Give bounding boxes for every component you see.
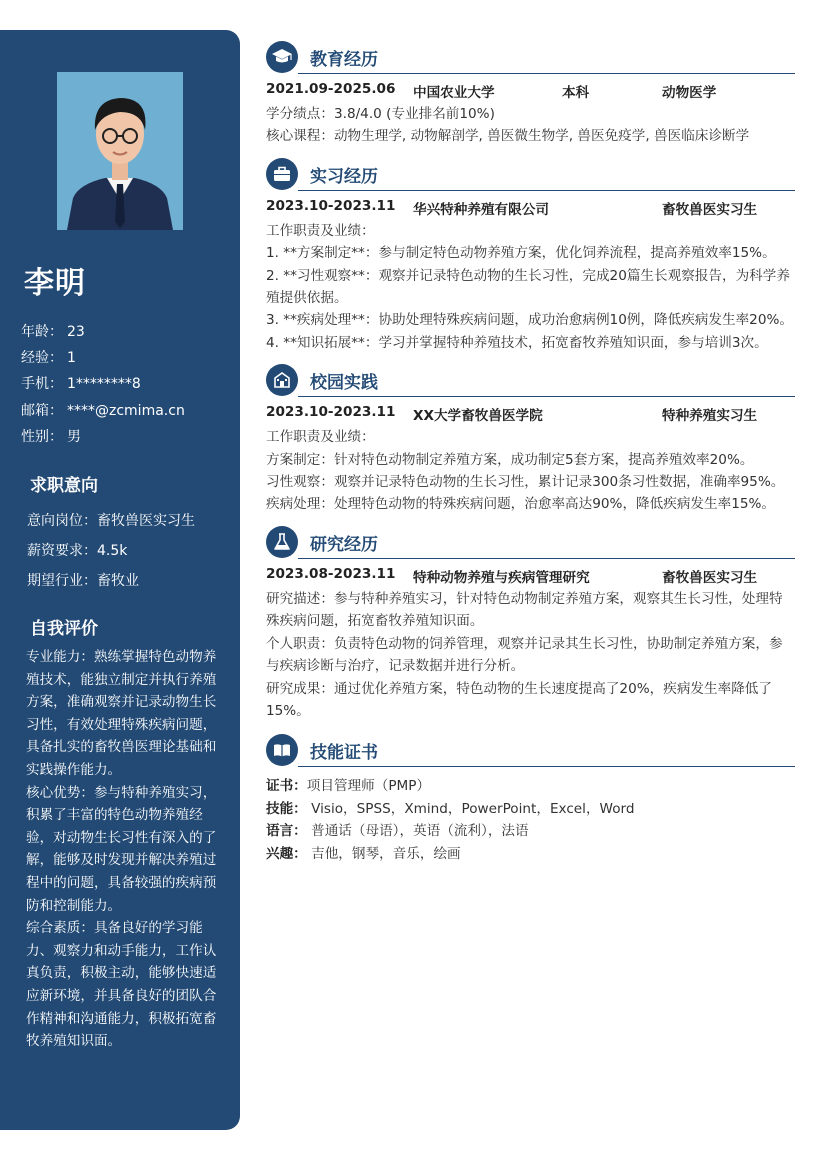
- section-title: 技能证书: [310, 743, 378, 764]
- flask-icon: [266, 526, 298, 558]
- graduation-cap-icon: [266, 41, 298, 73]
- intent-salary: 薪资要求：4.5k: [27, 543, 128, 559]
- section-divider: [298, 190, 795, 191]
- job-intent-heading: 求职意向: [30, 476, 98, 496]
- sidebar: [0, 30, 240, 1130]
- campus-header-row: 2023.10-2023.11 XX大学畜牧兽医学院 特种养殖实习生: [266, 404, 758, 425]
- section-divider: [298, 766, 795, 767]
- self-eval-paragraph: 专业能力：熟练掌握特色动物养殖技术，能独立制定并执行养殖方案，准确观察并记录动物生长习性，有效处理特殊疾病问题，具备扎实的畜牧兽医理论基础和实践操作能力。: [26, 649, 217, 778]
- section-divider: [298, 396, 795, 397]
- certificate-row: 证书：项目管理师（PMP）: [266, 778, 431, 795]
- campus-details: 工作职责及业绩： 方案制定：针对特色动物制定养殖方案，成功制定5套方案，提高养殖效率20%。 习性观察：观察并记录特色动物的生长习性，累计记录300条习性数据，准确率95%。 疾病处理：处理特色动物的特殊疾病问题，治愈率高达90%，降低疾病发生率15%。: [266, 429, 785, 513]
- section-divider: [298, 73, 795, 74]
- section-header: [266, 525, 795, 559]
- section-header: [266, 363, 795, 397]
- education-section: [266, 40, 795, 148]
- research-header-row: 2023.08-2023.11 特种动物养殖与疾病管理研究 畜牧兽医实习生: [266, 565, 758, 586]
- education-details: 学分绩点：3.8/4.0 (专业排名前10%) 核心课程：动物生理学, 动物解剖学, 兽医微生物学, 兽医免疫学, 兽医临床诊断学: [266, 106, 750, 145]
- candidate-name: 李明: [24, 266, 86, 301]
- basic-info: [21, 319, 185, 450]
- briefcase-icon: [266, 158, 298, 190]
- section-header: [266, 157, 795, 191]
- section-header: [266, 40, 795, 74]
- main-content: [266, 40, 795, 865]
- intent-industry: 期望行业：畜牧业: [27, 573, 139, 589]
- info-phone: 手机： 1********8: [21, 376, 141, 393]
- section-divider: [298, 558, 795, 559]
- research-details: 研究描述：参与特种养殖实习，针对特色动物制定养殖方案，观察其生长习性，处理特殊疾病问题，拓宽畜牧养殖知识面。 个人职责：负责特色动物的饲养管理，观察并记录其生长习性，协助制定养殖方案，参与疾病诊断与治疗，记录数据并进行分析。 研究成果：通过优化养殖方案，特色动物的生长速度提高了20%，疾病发生率降低了15%。: [266, 590, 783, 719]
- self-eval-paragraph: 核心优势：参与特种养殖实习，积累了丰富的特色动物养殖经验，对动物生长习性有深入的了解，能够及时发现并解决养殖过程中的问题，具备较强的疾病预防和控制能力。: [26, 784, 217, 914]
- self-eval-paragraph: 综合素质：具备良好的学习能力、观察力和动手能力，工作认真负责，积极主动，能够快速适应新环境，并具备良好的团队合作精神和沟通能力，积极拓宽畜牧养殖知识面。: [26, 920, 217, 1050]
- skill-row: 技能： Visio，SPSS，Xmind，PowerPoint，Excel，Word: [266, 800, 635, 817]
- school-building-icon: [266, 364, 298, 396]
- section-title: 研究经历: [310, 534, 378, 555]
- language-row: 语言： 普通话（母语），英语（流利），法语: [266, 823, 529, 840]
- section-title: 教育经历: [310, 50, 378, 70]
- section-title: 实习经历: [310, 166, 378, 187]
- internship-section: [266, 157, 795, 354]
- research-section: [266, 525, 795, 722]
- self-eval-heading: 自我评价: [30, 619, 98, 639]
- job-intent: [27, 506, 195, 596]
- info-email: 邮箱： ****@zcmima.cn: [21, 402, 185, 419]
- section-header: [266, 733, 795, 767]
- campus-section: [266, 363, 795, 516]
- interest-row: 兴趣： 吉他，钢琴，音乐，绘画: [266, 845, 461, 862]
- self-eval: [26, 646, 218, 1053]
- info-gender: 性别： 男: [21, 428, 81, 445]
- intent-position: 意向岗位：畜牧兽医实习生: [27, 513, 195, 529]
- skills-section: [266, 733, 795, 865]
- internship-details: 工作职责及业绩： 1. **方案制定**：参与制定特色动物养殖方案，优化饲养流程，提高养殖效率15%。 2. **习性观察**：观察并记录特色动物的生长习性，完成20篇生长观察报告，为科学养殖提供依据。 3. **疾病处理**：协助处理特殊疾病问题，成功治愈病例10例，降低疾病发生率20%。 4. **知识拓展**：学习并掌握特种养殖技术，拓宽畜牧养殖知识面，参与培训3次。: [266, 222, 793, 351]
- info-experience: 经验： 1: [21, 350, 76, 367]
- internship-header-row: 2023.10-2023.11 华兴特种养殖有限公司 畜牧兽医实习生: [266, 197, 758, 218]
- avatar: [57, 72, 183, 230]
- education-header-row: 2021.09-2025.06 中国农业大学 本科 动物医学: [266, 81, 717, 101]
- skills-list: [266, 775, 795, 865]
- book-icon: [266, 734, 298, 766]
- info-age: 年龄： 23: [21, 324, 85, 340]
- section-title: 校园实践: [310, 373, 378, 394]
